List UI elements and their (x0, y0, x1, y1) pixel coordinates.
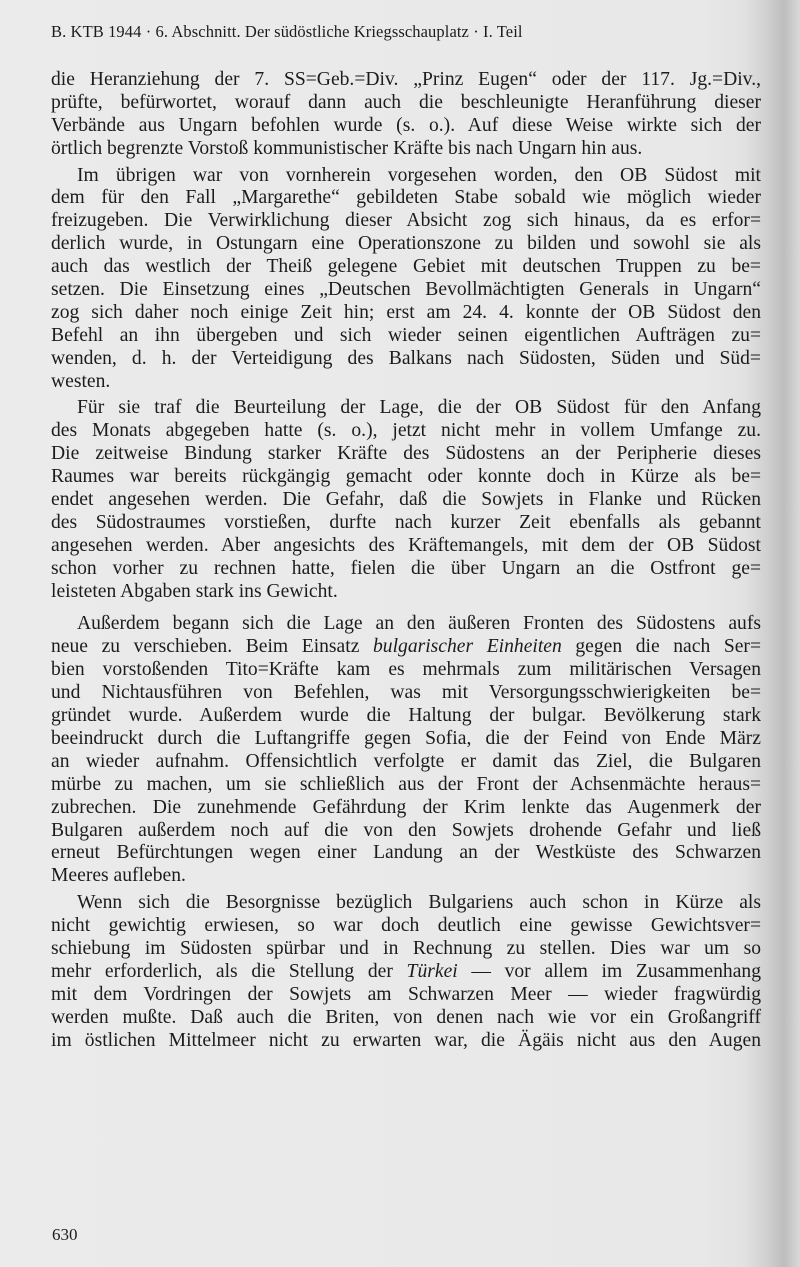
text-line: gründet wurde. Außerdem wurde die Haltung der bulgar. Bevölkerung stark (51, 705, 761, 727)
paragraph (51, 397, 761, 603)
italic-emphasis: bulgarischer Einheiten (372, 636, 562, 658)
text-line: Befehl an ihn übergeben und sich wieder seinen eigentlichen Aufträgen zu= (51, 324, 761, 346)
text-line: wenden, d. h. der Verteidigung des Balkans nach Südosten, Süden und Süd= (51, 347, 761, 369)
text-run: mehr erforderlich, als die Stellung der (51, 960, 407, 982)
text-line: endet angesehen werden. Die Gefahr, daß die Sowjets in Flanke und Rücken (51, 489, 761, 511)
text-line: angesehen werden. Aber angesichts des Kräftemangels, mit dem der OB Südost (51, 534, 761, 556)
text-line: des Monats abgegeben hatte (s. o.), jetzt nicht mehr in vollem Umfange zu. (51, 420, 761, 442)
text-line: örtlich begrenzte Vorstoß kommunistischer Kräfte bis nach Ungarn hin aus. (51, 137, 643, 159)
text-line: westen. (51, 370, 111, 392)
text-line: zog sich daher noch einige Zeit hin; erst am 24. 4. konnte der OB Südost den (51, 301, 761, 323)
text-line: die Heranziehung der 7. SS=Geb.=Div. „Prinz Eugen“ oder der 117. Jg.=Div., (51, 69, 761, 90)
italic-emphasis: Türkei (406, 960, 458, 982)
text-line: Verbände aus Ungarn befohlen wurde (s. o.). Auf diese Weise wirkte sich der (51, 114, 761, 136)
text-line: zubrechen. Die zunehmende Gefährdung der Krim lenkte das Augenmerk der (51, 796, 761, 818)
paragraph (51, 69, 761, 161)
text-line: beeindruckt durch die Luftangriffe gegen Sofia, die der Feind von Ende März (51, 727, 761, 749)
text-line: an wieder aufnahm. Offensichtlich verfolgte er damit das Ziel, die Bulgaren (51, 750, 761, 772)
text-line: leisteten Abgaben stark ins Gewicht. (51, 580, 338, 602)
text-line: auch das westlich der Theiß gelegene Gebiet mit deutschen Truppen zu be= (51, 256, 761, 278)
text-line: und Nichtausführen von Befehlen, was mit Versorgungsschwierigkeiten be= (51, 682, 761, 704)
text-line: derlich wurde, in Ostungarn eine Operationszone zu bilden und sowohl sie als (51, 233, 761, 255)
paragraph-gap (51, 603, 761, 613)
text-line: mit dem Vordringen der Sowjets am Schwarzen Meer — wieder fragwürdig (51, 983, 761, 1005)
body-text (51, 69, 761, 1052)
text-line: Wenn sich die Besorgnisse bezüglich Bulgariens auch schon in Kürze als (77, 892, 761, 914)
text-line: Für sie traf die Beurteilung der Lage, die der OB Südost für den Anfang (77, 397, 761, 419)
text-run: gegen die nach Ser= (561, 636, 761, 658)
paragraph (51, 165, 761, 394)
text-line: freizugeben. Die Verwirklichung dieser Absicht zog sich hinaus, da es erfor= (51, 210, 761, 232)
page-number: 630 (52, 1225, 78, 1244)
text-line: werden mußte. Daß auch die Briten, von denen nach wie vor ein Großangriff (51, 1006, 761, 1028)
text-line: Meeres aufleben. (51, 865, 186, 887)
text-line-with-italic (51, 636, 761, 659)
text-line: mürbe zu machen, um sie schließlich aus der Front der Achsenmächte heraus= (51, 773, 761, 795)
text-line: schiebung im Südosten spürbar und in Rechnung zu stellen. Dies war um so (51, 937, 761, 959)
text-line: bien vorstoßenden Tito=Kräfte kam es mehrmals zum militärischen Versagen (51, 659, 761, 681)
text-line: Im übrigen war von vornherein vorgesehen worden, den OB Südost mit (77, 164, 761, 186)
text-line: Die zeitweise Bindung starker Kräfte des Südostens an der Peripherie dieses (51, 443, 761, 465)
paragraph (51, 892, 761, 1052)
text-line: im östlichen Mittelmeer nicht zu erwarten war, die Ägäis nicht aus den Augen (51, 1029, 761, 1051)
text-line: prüfte, befürwortet, worauf dann auch die beschleunigte Heranführung dieser (51, 91, 761, 113)
text-line: dem für den Fall „Margarethe“ gebildeten Stabe sobald wie möglich wieder (51, 187, 761, 209)
text-line: Außerdem begann sich die Lage an den äußeren Fronten des Südostens aufs (77, 613, 761, 635)
paragraph (51, 613, 761, 888)
running-head: B. KTB 1944 · 6. Abschnitt. Der südöstliche Kriegsschauplatz · I. Teil (51, 22, 523, 41)
text-line: nicht gewichtig erwiesen, so war doch deutlich eine gewisse Gewichtsver= (51, 915, 761, 937)
text-line: Raumes war bereits rückgängig gemacht oder konnte doch in Kürze als be= (51, 466, 761, 488)
text-run: neue zu verschieben. Beim Einsatz (51, 636, 373, 658)
text-line: erneut Befürchtungen wegen einer Landung an der Westküste des Schwarzen (51, 842, 761, 864)
text-line: Bulgaren außerdem noch auf die von den Sowjets drohende Gefahr und ließ (51, 819, 761, 841)
text-line-with-italic (51, 961, 761, 984)
text-line: des Südostraumes vorstießen, durfte nach kurzer Zeit ebenfalls als gebannt (51, 511, 761, 533)
text-run: — vor allem im Zusammenhang (457, 960, 761, 982)
text-line: setzen. Die Einsetzung eines „Deutschen Bevollmächtigten Generals in Ungarn“ (51, 279, 761, 301)
text-line: schon vorher zu rechnen hatte, fielen die über Ungarn an die Ostfront ge= (51, 557, 761, 579)
